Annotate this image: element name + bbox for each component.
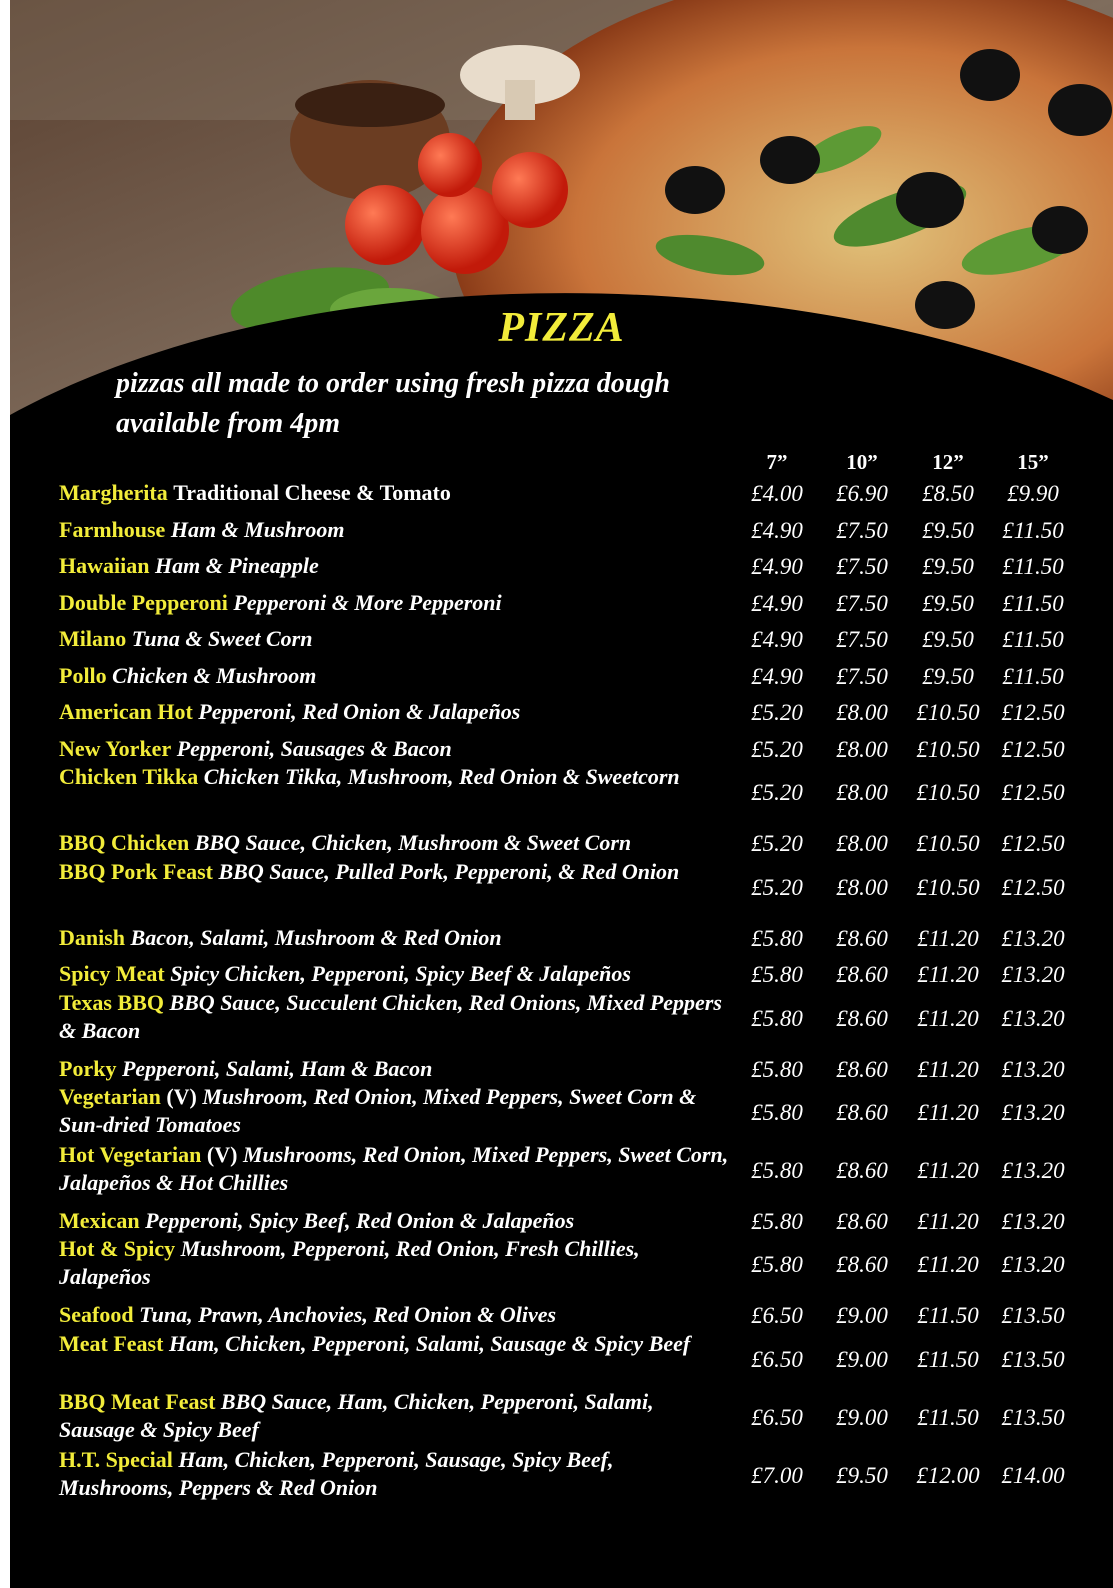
menu-item-description: BBQ Sauce, Pulled Pork, Pepperoni, & Red Onion <box>218 859 680 884</box>
menu-item-text <box>59 516 731 544</box>
menu-item-text <box>59 735 731 763</box>
menu-item-name: Farmhouse <box>59 517 166 542</box>
menu-item-price: £5.20 <box>751 737 803 762</box>
page-title: PIZZA <box>498 305 625 351</box>
menu-item-text <box>59 1235 731 1291</box>
menu-item <box>10 990 1113 1051</box>
menu-item-price: £11.20 <box>917 926 979 951</box>
menu-item-name: Danish <box>59 925 126 950</box>
menu-item-price: £4.90 <box>751 591 803 616</box>
menu-item-price: £8.00 <box>836 780 888 805</box>
menu-item-price: £5.20 <box>751 780 803 805</box>
menu-item-price: £9.50 <box>922 554 974 579</box>
menu-item-name: Chicken Tikka <box>59 764 199 789</box>
menu-item-text <box>59 763 731 791</box>
menu-item-price: £10.50 <box>916 700 980 725</box>
menu-item-price: £4.90 <box>751 518 803 543</box>
menu-item-price: £4.90 <box>751 664 803 689</box>
menu-item-price: £8.60 <box>836 962 888 987</box>
menu-item-text <box>59 698 731 726</box>
size-header <box>10 450 1113 474</box>
menu-item-price: £4.00 <box>751 481 803 506</box>
menu-item-price: £7.50 <box>836 554 888 579</box>
menu-item-text <box>59 1055 731 1083</box>
menu-item-price: £8.60 <box>836 1100 888 1125</box>
menu-item-price: £11.50 <box>917 1347 979 1372</box>
menu-item-price: £10.50 <box>916 737 980 762</box>
menu-item-price: £10.50 <box>916 831 980 856</box>
menu-item-price: £14.00 <box>1001 1463 1065 1488</box>
menu-item-price: £9.50 <box>922 518 974 543</box>
menu-item-price: £12.50 <box>1001 700 1065 725</box>
subtitle-line: pizzas all made to order using fresh pizza dough <box>116 368 670 399</box>
menu-item-price: £11.50 <box>1002 554 1064 579</box>
menu-item-description: Chicken Tikka, Mushroom, Red Onion & Sweetcorn <box>203 764 680 789</box>
menu-item-price: £10.50 <box>916 780 980 805</box>
menu-item-text <box>59 1207 731 1235</box>
menu-item-tag: (V) <box>166 1084 197 1109</box>
menu-item-price: £13.20 <box>1001 1252 1065 1277</box>
menu-item-price: £5.80 <box>751 1158 803 1183</box>
menu-item-name: Mexican <box>59 1208 140 1233</box>
menu-item-price: £13.20 <box>1001 1057 1065 1082</box>
menu-item-name: H.T. Special <box>59 1447 173 1472</box>
menu-item-name: Seafood <box>59 1302 134 1327</box>
menu-item-text <box>59 625 731 653</box>
menu-item-price: £12.50 <box>1001 737 1065 762</box>
menu-item-price: £8.60 <box>836 1057 888 1082</box>
size-label: 15” <box>1017 450 1049 474</box>
subtitle-line: available from 4pm <box>116 408 340 439</box>
menu-item <box>10 764 1113 825</box>
menu-item-price: £9.50 <box>922 664 974 689</box>
menu-item-description: Tuna, Prawn, Anchovies, Red Onion & Olives <box>139 1302 557 1327</box>
menu-item-name: Hot & Spicy <box>59 1236 176 1261</box>
menu-item-name: Double Pepperoni <box>59 590 228 615</box>
menu-item-price: £8.00 <box>836 831 888 856</box>
menu-item-name: American Hot <box>59 699 193 724</box>
menu-item-text <box>59 1083 731 1139</box>
menu-item <box>10 512 1113 548</box>
menu-item-description: Mushrooms, Red Onion, Mixed Peppers, Sweet Corn, Jalapeños & Hot Chillies <box>59 1142 729 1195</box>
menu-item <box>10 1297 1113 1334</box>
menu-item <box>10 1447 1113 1508</box>
menu-item <box>10 1331 1113 1392</box>
menu-item-price: £11.20 <box>917 1057 979 1082</box>
menu-item <box>10 1389 1113 1450</box>
menu-item-text <box>59 1388 731 1444</box>
menu-item <box>10 475 1113 512</box>
menu-item-price: £12.50 <box>1001 875 1065 900</box>
menu-item-price: £13.20 <box>1001 926 1065 951</box>
menu-item-price: £5.80 <box>751 926 803 951</box>
menu-item-name: New Yorker <box>59 736 172 761</box>
menu-item-text <box>59 1446 731 1502</box>
menu-item-description: Ham, Chicken, Pepperoni, Salami, Sausage & Spicy Beef <box>168 1331 691 1356</box>
menu-item-price: £8.60 <box>836 1158 888 1183</box>
menu-item-description: Traditional Cheese & Tomato <box>173 480 451 505</box>
menu-item-description: BBQ Sauce, Succulent Chicken, Red Onions, Mixed Peppers & Bacon <box>59 990 722 1043</box>
menu-item-price: £5.20 <box>751 875 803 900</box>
menu-item <box>10 658 1113 694</box>
menu-item-price: £11.50 <box>1002 591 1064 616</box>
menu-item-text <box>59 989 731 1045</box>
menu-item-price: £12.50 <box>1001 831 1065 856</box>
menu-item-price: £9.00 <box>836 1303 888 1328</box>
menu-item <box>10 548 1113 585</box>
menu-item-text <box>59 1301 731 1329</box>
menu-item <box>10 859 1113 920</box>
menu-item-name: Margherita <box>59 480 168 505</box>
menu-item-text <box>59 1141 731 1197</box>
menu-item-description: Pepperoni, Spicy Beef, Red Onion & Jalapeños <box>145 1208 575 1233</box>
menu-item-description: Mushroom, Pepperoni, Red Onion, Fresh Chillies, Jalapeños <box>59 1236 640 1289</box>
menu-item-price: £11.50 <box>917 1303 979 1328</box>
menu-item-text <box>59 1330 731 1358</box>
menu-item-description: Pepperoni, Salami, Ham & Bacon <box>121 1056 433 1081</box>
menu-item-price: £12.50 <box>1001 780 1065 805</box>
menu-item-description: BBQ Sauce, Ham, Chicken, Pepperoni, Salami, Sausage & Spicy Beef <box>59 1389 654 1442</box>
menu-item-price: £11.20 <box>917 1209 979 1234</box>
menu-item-price: £8.00 <box>836 875 888 900</box>
menu-item-price: £13.20 <box>1001 962 1065 987</box>
size-label: 12” <box>932 450 964 474</box>
menu-item-text <box>59 552 731 580</box>
menu-item-name: Hawaiian <box>59 553 150 578</box>
menu-item-description: Bacon, Salami, Mushroom & Red Onion <box>130 925 502 950</box>
menu-item-price: £13.50 <box>1001 1347 1065 1372</box>
size-label: 7” <box>766 450 788 474</box>
menu-item-price: £13.50 <box>1001 1303 1065 1328</box>
menu-item-price: £5.80 <box>751 1100 803 1125</box>
menu-item-name: Milano <box>59 626 127 651</box>
menu-item-price: £7.50 <box>836 627 888 652</box>
menu-item <box>10 920 1113 956</box>
menu-item-name: Hot Vegetarian <box>59 1142 202 1167</box>
menu-item-price: £6.50 <box>751 1347 803 1372</box>
menu-item-price: £9.90 <box>1007 481 1059 506</box>
menu-item-description: Pepperoni, Sausages & Bacon <box>176 736 452 761</box>
menu-item-price: £7.50 <box>836 518 888 543</box>
menu-item-price: £5.20 <box>751 831 803 856</box>
menu-item-description: Chicken & Mushroom <box>112 663 317 688</box>
size-label: 10” <box>846 450 878 474</box>
menu-item <box>10 1142 1113 1203</box>
menu-item-price: £6.50 <box>751 1405 803 1430</box>
menu-item-price: £11.50 <box>1002 518 1064 543</box>
menu-item <box>10 1236 1113 1297</box>
menu-item-description: Ham & Mushroom <box>170 517 345 542</box>
menu-item-name: BBQ Meat Feast <box>59 1389 216 1414</box>
menu-item-price: £5.80 <box>751 962 803 987</box>
menu-item <box>10 621 1113 658</box>
menu-item-price: £5.80 <box>751 1006 803 1031</box>
menu-item-price: £8.00 <box>836 737 888 762</box>
menu-item-price: £11.50 <box>917 1405 979 1430</box>
menu-item-price: £7.50 <box>836 591 888 616</box>
menu-item-price: £11.20 <box>917 962 979 987</box>
menu-item-price: £4.90 <box>751 554 803 579</box>
menu-item-price: £5.80 <box>751 1209 803 1234</box>
menu-item-price: £9.00 <box>836 1347 888 1372</box>
menu-item-price: £13.20 <box>1001 1006 1065 1031</box>
menu-item-text <box>59 858 731 886</box>
menu-item-name: BBQ Chicken <box>59 830 190 855</box>
menu-item <box>10 956 1113 993</box>
menu-item-name: Porky <box>59 1056 117 1081</box>
menu-item-name: Meat Feast <box>59 1331 164 1356</box>
menu-item-description: Mushroom, Red Onion, Mixed Peppers, Sweet Corn & Sun-dried Tomatoes <box>59 1084 697 1137</box>
menu-item-description: Pepperoni, Red Onion & Jalapeños <box>198 699 521 724</box>
menu-item-price: £12.00 <box>916 1463 980 1488</box>
menu-item-price: £10.50 <box>916 875 980 900</box>
menu-item-text <box>59 924 731 952</box>
menu-item-price: £13.50 <box>1001 1405 1065 1430</box>
menu-item-price: £8.60 <box>836 1252 888 1277</box>
menu-item <box>10 1203 1113 1239</box>
menu-item-price: £11.20 <box>917 1006 979 1031</box>
menu-item-price: £11.20 <box>917 1252 979 1277</box>
menu-item-name: Texas BBQ <box>59 990 164 1015</box>
menu-item-description: Ham, Chicken, Pepperoni, Sausage, Spicy Beef, Mushrooms, Peppers & Red Onion <box>59 1447 614 1500</box>
menu-item-tag: (V) <box>206 1142 238 1167</box>
menu-item-price: £4.90 <box>751 627 803 652</box>
menu-item-price: £8.60 <box>836 1006 888 1031</box>
menu-item <box>10 731 1113 767</box>
menu-item-name: Pollo <box>59 663 107 688</box>
menu-item-price: £13.20 <box>1001 1158 1065 1183</box>
menu-item-price: £7.00 <box>751 1463 803 1488</box>
menu-item-price: £11.20 <box>917 1158 979 1183</box>
menu-item-price: £11.20 <box>917 1100 979 1125</box>
menu-item-text <box>59 589 731 617</box>
page-subtitle <box>116 364 876 444</box>
menu-item-name: Spicy Meat <box>59 961 165 986</box>
menu-page <box>10 0 1113 1588</box>
menu-item-price: £5.20 <box>751 700 803 725</box>
menu-item <box>10 585 1113 621</box>
menu-item-price: £8.00 <box>836 700 888 725</box>
menu-item-price: £6.90 <box>836 481 888 506</box>
menu-item-price: £9.50 <box>922 627 974 652</box>
menu-item-text <box>59 479 731 507</box>
menu-list <box>10 475 1113 1508</box>
menu-item-price: £6.50 <box>751 1303 803 1328</box>
menu-item-description: BBQ Sauce, Chicken, Mushroom & Sweet Corn <box>194 830 632 855</box>
menu-item-price: £9.50 <box>836 1463 888 1488</box>
menu-item-price: £11.50 <box>1002 664 1064 689</box>
menu-item-price: £8.60 <box>836 926 888 951</box>
menu-item-price: £9.50 <box>922 591 974 616</box>
menu-item-text <box>59 662 731 690</box>
menu-item-name: Vegetarian <box>59 1084 161 1109</box>
menu-item-price: £8.60 <box>836 1209 888 1234</box>
menu-item <box>10 825 1113 862</box>
menu-item <box>10 1084 1113 1145</box>
menu-item-price: £5.80 <box>751 1252 803 1277</box>
menu-item-price: £13.20 <box>1001 1100 1065 1125</box>
menu-item-text <box>59 829 731 857</box>
menu-item-price: £5.80 <box>751 1057 803 1082</box>
menu-item-price: £7.50 <box>836 664 888 689</box>
menu-item-price: £11.50 <box>1002 627 1064 652</box>
menu-item-description: Spicy Chicken, Pepperoni, Spicy Beef & Jalapeños <box>170 961 631 986</box>
menu-item-description: Ham & Pineapple <box>154 553 319 578</box>
menu-item <box>10 694 1113 731</box>
menu-item-description: Tuna & Sweet Corn <box>131 626 313 651</box>
menu-item-name: BBQ Pork Feast <box>59 859 213 884</box>
menu-item-text <box>59 960 731 988</box>
menu-item-price: £13.20 <box>1001 1209 1065 1234</box>
menu-item-price: £9.00 <box>836 1405 888 1430</box>
menu-item <box>10 1051 1113 1087</box>
menu-item-description: Pepperoni & More Pepperoni <box>233 590 502 615</box>
menu-item-price: £8.50 <box>922 481 974 506</box>
